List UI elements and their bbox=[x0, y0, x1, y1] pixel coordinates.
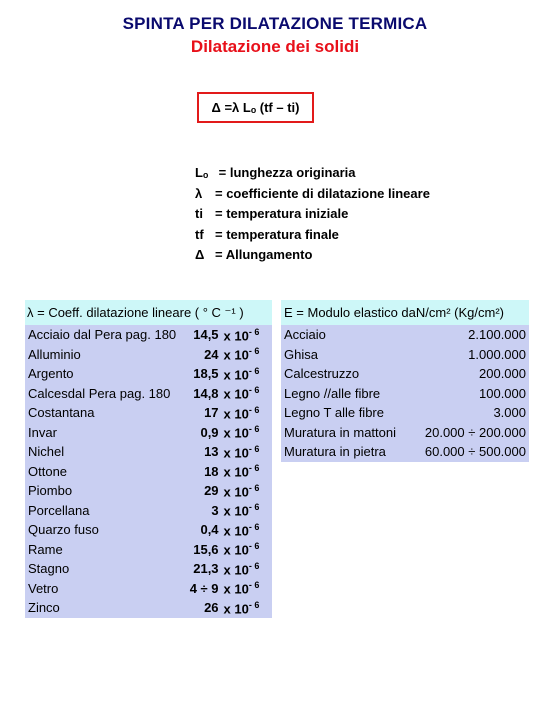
multiplier bbox=[221, 540, 272, 560]
table-row bbox=[25, 423, 272, 443]
multiplier-exponent: - 6 bbox=[248, 599, 260, 610]
legend-item bbox=[195, 184, 430, 205]
multiplier bbox=[221, 462, 272, 482]
coefficient-value: 29 bbox=[179, 481, 220, 501]
table-row bbox=[25, 384, 272, 404]
table-row bbox=[25, 520, 272, 540]
legend-symbol: tf bbox=[195, 226, 204, 242]
page-subtitle: Dilatazione dei solidi bbox=[190, 37, 360, 56]
multiplier-exponent: - 6 bbox=[248, 541, 260, 552]
multiplier-exponent: - 6 bbox=[248, 346, 260, 357]
legend-item bbox=[195, 225, 430, 246]
table-row bbox=[281, 384, 529, 404]
table-header-row bbox=[25, 300, 272, 325]
table-row bbox=[25, 579, 272, 599]
coefficient-value: 26 bbox=[179, 598, 220, 618]
multiplier bbox=[221, 384, 272, 404]
multiplier-base: x 10 bbox=[223, 444, 249, 460]
table-row bbox=[25, 325, 272, 345]
multiplier-base: x 10 bbox=[223, 581, 249, 597]
table-row bbox=[281, 325, 529, 345]
table-row bbox=[281, 364, 529, 384]
multiplier bbox=[221, 520, 272, 540]
material-name: Acciaio dal Pera pag. 180 bbox=[25, 325, 179, 345]
material-name: Zinco bbox=[25, 598, 179, 618]
material-name: Quarzo fuso bbox=[25, 520, 179, 540]
table-row bbox=[281, 442, 529, 462]
multiplier bbox=[221, 501, 272, 521]
coefficient-value: 14,5 bbox=[179, 325, 220, 345]
multiplier-exponent: - 6 bbox=[248, 482, 260, 493]
legend-item bbox=[195, 163, 430, 184]
material-name: Muratura in pietra bbox=[281, 442, 422, 462]
legend-symbol: λ bbox=[195, 185, 203, 201]
coefficient-value: 18,5 bbox=[179, 364, 220, 384]
modulus-value: 20.000 ÷ 200.000 bbox=[422, 423, 529, 443]
legend-text: = lunghezza originaria bbox=[218, 165, 356, 180]
multiplier-base: x 10 bbox=[223, 366, 249, 382]
multiplier bbox=[221, 559, 272, 579]
modulus-value: 2.100.000 bbox=[422, 325, 529, 345]
multiplier bbox=[221, 481, 272, 501]
multiplier-exponent: - 6 bbox=[248, 443, 260, 454]
legend-symbol: Δ bbox=[195, 247, 205, 262]
page-title: SPINTA PER DILATAZIONE TERMICA bbox=[122, 14, 428, 33]
table-row bbox=[281, 345, 529, 365]
material-name: Invar bbox=[25, 423, 179, 443]
formula-text: Δ =λ Lₒ (tf – ti) bbox=[211, 100, 300, 115]
multiplier-exponent: - 6 bbox=[248, 326, 260, 337]
multiplier-base: x 10 bbox=[223, 522, 249, 538]
material-name: Piombo bbox=[25, 481, 179, 501]
multiplier bbox=[221, 403, 272, 423]
coefficient-value: 21,3 bbox=[179, 559, 220, 579]
table-row bbox=[25, 559, 272, 579]
modulus-value: 100.000 bbox=[422, 384, 529, 404]
coefficient-value: 13 bbox=[179, 442, 220, 462]
coefficient-value: 0,4 bbox=[179, 520, 220, 540]
multiplier-base: x 10 bbox=[223, 542, 249, 558]
table-row bbox=[25, 540, 272, 560]
coefficient-value: 24 bbox=[179, 345, 220, 365]
legend-symbol: Lₒ bbox=[195, 165, 209, 180]
multiplier bbox=[221, 345, 272, 365]
coefficient-value: 3 bbox=[179, 501, 220, 521]
multiplier-base: x 10 bbox=[223, 561, 249, 577]
material-name: Calcestruzzo bbox=[281, 364, 422, 384]
multiplier-exponent: - 6 bbox=[248, 385, 260, 396]
multiplier-base: x 10 bbox=[223, 425, 249, 441]
table-row bbox=[25, 442, 272, 462]
thermal-expansion-table bbox=[25, 300, 272, 618]
table-row bbox=[25, 403, 272, 423]
legend-text: = coefficiente di dilatazione lineare bbox=[215, 185, 430, 201]
multiplier-exponent: - 6 bbox=[248, 502, 260, 513]
table-row bbox=[25, 364, 272, 384]
table-row bbox=[25, 345, 272, 365]
modulus-value: 1.000.000 bbox=[422, 345, 529, 365]
multiplier-base: x 10 bbox=[223, 464, 249, 480]
material-name: Costantana bbox=[25, 403, 179, 423]
table-row bbox=[25, 462, 272, 482]
material-name: Argento bbox=[25, 364, 179, 384]
legend-symbol: ti bbox=[195, 206, 203, 221]
multiplier bbox=[221, 325, 272, 345]
table-header: E = Modulo elastico daN/cm² (Kg/cm²) bbox=[281, 300, 529, 325]
multiplier bbox=[221, 442, 272, 462]
material-name: Legno //alle fibre bbox=[281, 384, 422, 404]
table-row bbox=[25, 501, 272, 521]
material-name: Vetro bbox=[25, 579, 179, 599]
legend-item bbox=[195, 204, 430, 225]
multiplier-base: x 10 bbox=[223, 327, 249, 343]
multiplier bbox=[221, 598, 272, 618]
multiplier-base: x 10 bbox=[223, 405, 249, 421]
coefficient-value: 17 bbox=[179, 403, 220, 423]
material-name: Legno T alle fibre bbox=[281, 403, 422, 423]
table-header-row bbox=[281, 300, 529, 325]
table-row bbox=[25, 481, 272, 501]
coefficient-value: 4 ÷ 9 bbox=[179, 579, 220, 599]
material-name: Porcellana bbox=[25, 501, 179, 521]
table-header: λ = Coeff. dilatazione lineare ( ° C ⁻¹ ) bbox=[25, 300, 272, 325]
material-name: Acciaio bbox=[281, 325, 422, 345]
material-name: Ottone bbox=[25, 462, 179, 482]
legend-item bbox=[195, 245, 430, 266]
legend-text: = Allungamento bbox=[215, 247, 313, 262]
material-name: Nichel bbox=[25, 442, 179, 462]
material-name: Ghisa bbox=[281, 345, 422, 365]
multiplier-exponent: - 6 bbox=[248, 424, 260, 435]
coefficient-value: 18 bbox=[179, 462, 220, 482]
multiplier-exponent: - 6 bbox=[248, 463, 260, 474]
modulus-value: 200.000 bbox=[422, 364, 529, 384]
material-name: Calcesdal Pera pag. 180 bbox=[25, 384, 179, 404]
coefficient-value: 14,8 bbox=[179, 384, 220, 404]
material-name: Alluminio bbox=[25, 345, 179, 365]
material-name: Muratura in mattoni bbox=[281, 423, 422, 443]
elastic-modulus-table bbox=[281, 300, 529, 462]
multiplier-base: x 10 bbox=[223, 347, 249, 363]
multiplier-base: x 10 bbox=[223, 600, 249, 616]
coefficient-value: 15,6 bbox=[179, 540, 220, 560]
multiplier-exponent: - 6 bbox=[248, 404, 260, 415]
table-row bbox=[281, 403, 529, 423]
multiplier bbox=[221, 364, 272, 384]
multiplier-exponent: - 6 bbox=[248, 560, 260, 571]
multiplier-exponent: - 6 bbox=[248, 365, 260, 376]
legend-text: = temperatura iniziale bbox=[215, 206, 349, 221]
modulus-value: 3.000 bbox=[422, 403, 529, 423]
modulus-value: 60.000 ÷ 500.000 bbox=[422, 442, 529, 462]
table-row bbox=[25, 598, 272, 618]
multiplier-base: x 10 bbox=[223, 503, 249, 519]
formula-legend bbox=[195, 163, 430, 266]
multiplier-exponent: - 6 bbox=[248, 521, 260, 532]
multiplier-base: x 10 bbox=[223, 386, 249, 402]
material-name: Stagno bbox=[25, 559, 179, 579]
coefficient-value: 0,9 bbox=[179, 423, 220, 443]
multiplier-base: x 10 bbox=[223, 483, 249, 499]
legend-text: = temperatura finale bbox=[215, 226, 339, 242]
material-name: Rame bbox=[25, 540, 179, 560]
multiplier-exponent: - 6 bbox=[248, 580, 260, 591]
multiplier bbox=[221, 579, 272, 599]
formula-box bbox=[197, 92, 314, 123]
table-row bbox=[281, 423, 529, 443]
multiplier bbox=[221, 423, 272, 443]
